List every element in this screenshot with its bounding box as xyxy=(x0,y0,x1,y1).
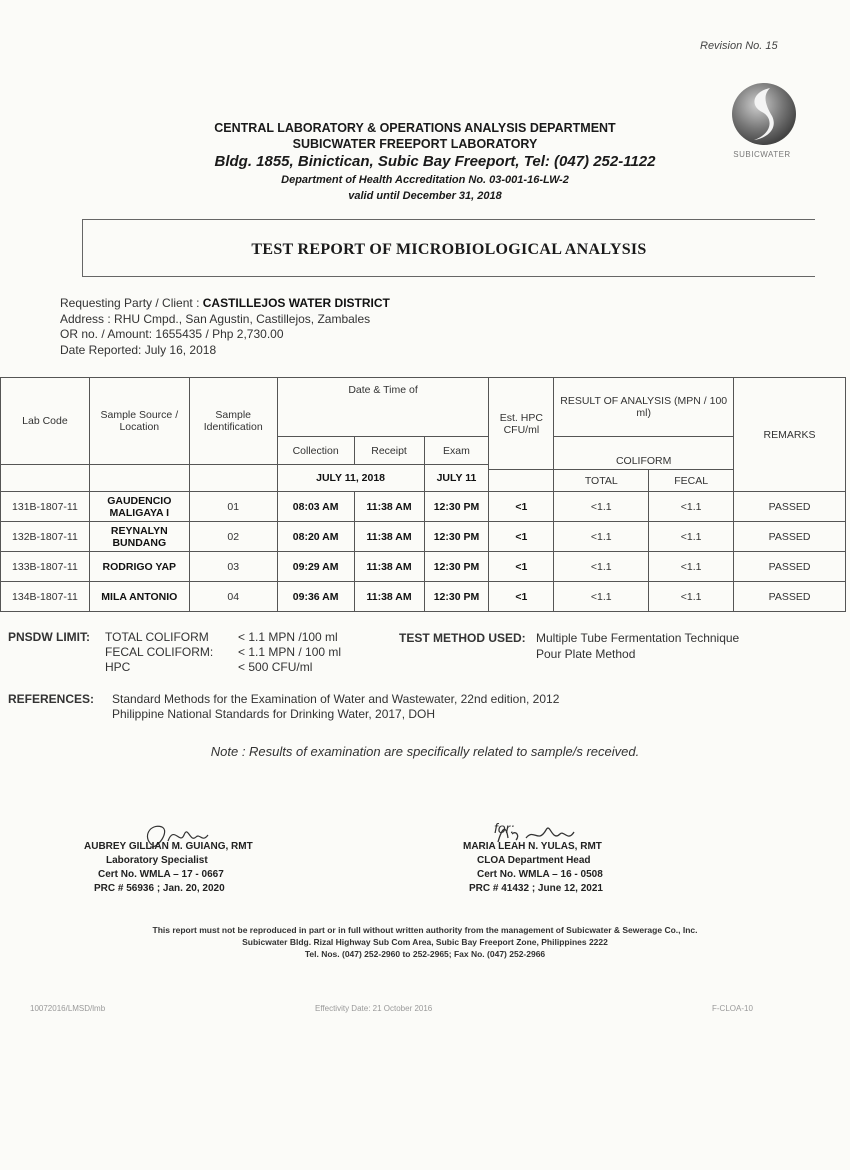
cell-lab-code: 131B-1807-11 xyxy=(1,492,90,522)
results-note: Note : Results of examination are specifically related to sample/s received. xyxy=(210,744,640,759)
cell-remarks: PASSED xyxy=(734,582,846,612)
table-row xyxy=(1,492,846,522)
cell-exam: 12:30 PM xyxy=(424,522,489,552)
signatory-1-cert: Cert No. WMLA – 17 - 0667 xyxy=(98,869,224,880)
footer xyxy=(0,924,850,960)
client-address-label: Address : xyxy=(60,311,111,326)
header-validity: valid until December 31, 2018 xyxy=(348,190,502,202)
limit-value: < 500 CFU/ml xyxy=(238,660,313,674)
references xyxy=(8,692,708,724)
cell-hpc: <1 xyxy=(489,552,554,582)
th-total: TOTAL xyxy=(554,470,649,492)
pnsdw-limits xyxy=(8,630,388,678)
th-source: Sample Source / Location xyxy=(89,378,189,465)
cell-total: <1.1 xyxy=(554,492,649,522)
limits-label: PNSDW LIMIT: xyxy=(8,630,90,644)
cell-receipt: 11:38 AM xyxy=(354,492,424,522)
cell-sample-id: 02 xyxy=(189,522,277,552)
report-title-box xyxy=(82,219,815,277)
cell-source: REYNALYN BUNDANG xyxy=(89,522,189,552)
method-line-1: Multiple Tube Fermentation Technique xyxy=(536,631,740,645)
signatory-1-prc: PRC # 56936 ; Jan. 20, 2020 xyxy=(94,883,225,894)
cell-fecal: <1.1 xyxy=(649,582,734,612)
th-collection: Collection xyxy=(277,437,354,465)
cell-lab-code: 133B-1807-11 xyxy=(1,552,90,582)
effectivity-date: Effectivity Date: 21 October 2016 xyxy=(315,1004,433,1013)
cell-exam: 12:30 PM xyxy=(424,552,489,582)
footer-line-2: Subicwater Bldg. Rizal Highway Sub Com Area, Subic Bay Freeport Zone, Philippines 2222 xyxy=(242,937,608,947)
reference-line-1: Standard Methods for the Examination of Water and Wastewater, 22nd edition, 2012 xyxy=(112,692,560,706)
cell-receipt: 11:38 AM xyxy=(354,522,424,552)
cell-receipt: 11:38 AM xyxy=(354,582,424,612)
limit-value: < 1.1 MPN / 100 ml xyxy=(238,645,342,659)
cell-total: <1.1 xyxy=(554,552,649,582)
cell-source: RODRIGO YAP xyxy=(89,552,189,582)
th-fecal: FECAL xyxy=(649,470,734,492)
form-code-left: 10072016/LMSD/lmb xyxy=(30,1004,106,1013)
client-party: CASTILLEJOS WATER DISTRICT xyxy=(202,296,390,310)
th-hpc: Est. HPC CFU/ml xyxy=(489,378,554,470)
th-exam: Exam xyxy=(424,437,489,465)
cell-fecal: <1.1 xyxy=(649,492,734,522)
cell-fecal: <1.1 xyxy=(649,552,734,582)
cell-hpc: <1 xyxy=(489,522,554,552)
footer-line-3: Tel. Nos. (047) 252-2960 to 252-2965; Fax No. (047) 252-2966 xyxy=(304,949,546,959)
cell-lab-code: 132B-1807-11 xyxy=(1,522,90,552)
logo-text: SUBICWATER xyxy=(733,150,791,159)
signatory-2-name: MARIA LEAH N. YULAS, RMT xyxy=(463,841,602,852)
client-or: 1655435 / Php 2,730.00 xyxy=(155,327,284,341)
cell-fecal: <1.1 xyxy=(649,522,734,552)
cell-sample-id: 03 xyxy=(189,552,277,582)
form-code-right: F-CLOA-10 xyxy=(712,1004,753,1013)
cell-receipt: 11:38 AM xyxy=(354,552,424,582)
limit-name: HPC xyxy=(105,660,131,674)
th-date-exam: JULY 11 xyxy=(424,465,489,492)
method-line-2: Pour Plate Method xyxy=(536,647,636,661)
cell-source: MILA ANTONIO xyxy=(89,582,189,612)
signatory-2-cert: Cert No. WMLA – 16 - 0508 xyxy=(477,869,603,880)
cell-collection: 08:20 AM xyxy=(277,522,354,552)
header-laboratory: SUBICWATER FREEPORT LABORATORY xyxy=(292,137,538,151)
header-address: Bldg. 1855, Binictican, Subic Bay Freeport, Tel: (047) 252-1122 xyxy=(214,153,656,170)
signatory-1-name: AUBREY GILLIAN M. GUIANG, RMT xyxy=(84,841,253,852)
header-accreditation: Department of Health Accreditation No. 03-001-16-LW-2 xyxy=(281,174,569,186)
cell-sample-id: 04 xyxy=(189,582,277,612)
table-row xyxy=(1,552,846,582)
th-sample-id: Sample Identification xyxy=(189,378,277,465)
th-receipt: Receipt xyxy=(354,437,424,465)
th-result: RESULT OF ANALYSIS (MPN / 100 ml) xyxy=(554,378,734,437)
cell-collection: 09:29 AM xyxy=(277,552,354,582)
signatory-1-title: Laboratory Specialist xyxy=(106,855,208,866)
th-date-collect-receipt: JULY 11, 2018 xyxy=(277,465,424,492)
cell-collection: 09:36 AM xyxy=(277,582,354,612)
client-info xyxy=(60,296,390,358)
th-lab-code: Lab Code xyxy=(1,378,90,465)
test-method xyxy=(399,630,839,664)
revision-number: Revision No. 15 xyxy=(700,40,778,52)
signatory-2-title: CLOA Department Head xyxy=(477,855,591,866)
signatory-2-prc: PRC # 41432 ; June 12, 2021 xyxy=(469,883,603,894)
cell-total: <1.1 xyxy=(554,522,649,552)
header-department: CENTRAL LABORATORY & OPERATIONS ANALYSIS DEPARTMENT xyxy=(214,121,616,135)
cell-hpc: <1 xyxy=(489,582,554,612)
cell-lab-code: 134B-1807-11 xyxy=(1,582,90,612)
limit-name: TOTAL COLIFORM xyxy=(105,630,209,644)
th-datetime: Date & Time of xyxy=(277,378,489,437)
table-row xyxy=(1,582,846,612)
footer-line-1: This report must not be reproduced in part or in full without written authority from the management of Subicwater & Sewerage Co., Inc. xyxy=(152,925,698,935)
table-row xyxy=(1,522,846,552)
client-or-label: OR no. / Amount: xyxy=(60,327,153,341)
client-date-label: Date Reported: xyxy=(60,342,142,357)
reference-line-2: Philippine National Standards for Drinking Water, 2017, DOH xyxy=(112,707,436,721)
th-coliform: COLIFORM xyxy=(554,437,734,470)
signature-2-prefix: for: xyxy=(494,820,515,836)
cell-collection: 08:03 AM xyxy=(277,492,354,522)
cell-remarks: PASSED xyxy=(734,522,846,552)
cell-exam: 12:30 PM xyxy=(424,582,489,612)
th-remarks: REMARKS xyxy=(734,378,846,492)
signatory-2 xyxy=(463,840,703,896)
limit-name: FECAL COLIFORM: xyxy=(105,645,214,659)
client-address: RHU Cmpd., San Agustin, Castillejos, Zambales xyxy=(114,311,371,326)
method-label: TEST METHOD USED: xyxy=(399,631,526,645)
cell-source: GAUDENCIO MALIGAYA I xyxy=(89,492,189,522)
cell-sample-id: 01 xyxy=(189,492,277,522)
client-date: July 16, 2018 xyxy=(144,342,217,357)
results-table xyxy=(0,377,846,612)
cell-total: <1.1 xyxy=(554,582,649,612)
cell-hpc: <1 xyxy=(489,492,554,522)
report-title: TEST REPORT OF MICROBIOLOGICAL ANALYSIS xyxy=(251,241,647,258)
cell-remarks: PASSED xyxy=(734,552,846,582)
limit-value: < 1.1 MPN /100 ml xyxy=(238,630,338,644)
references-label: REFERENCES: xyxy=(8,692,95,706)
cell-remarks: PASSED xyxy=(734,492,846,522)
signatory-1 xyxy=(84,840,314,896)
client-party-label: Requesting Party / Client : xyxy=(60,296,200,310)
cell-exam: 12:30 PM xyxy=(424,492,489,522)
